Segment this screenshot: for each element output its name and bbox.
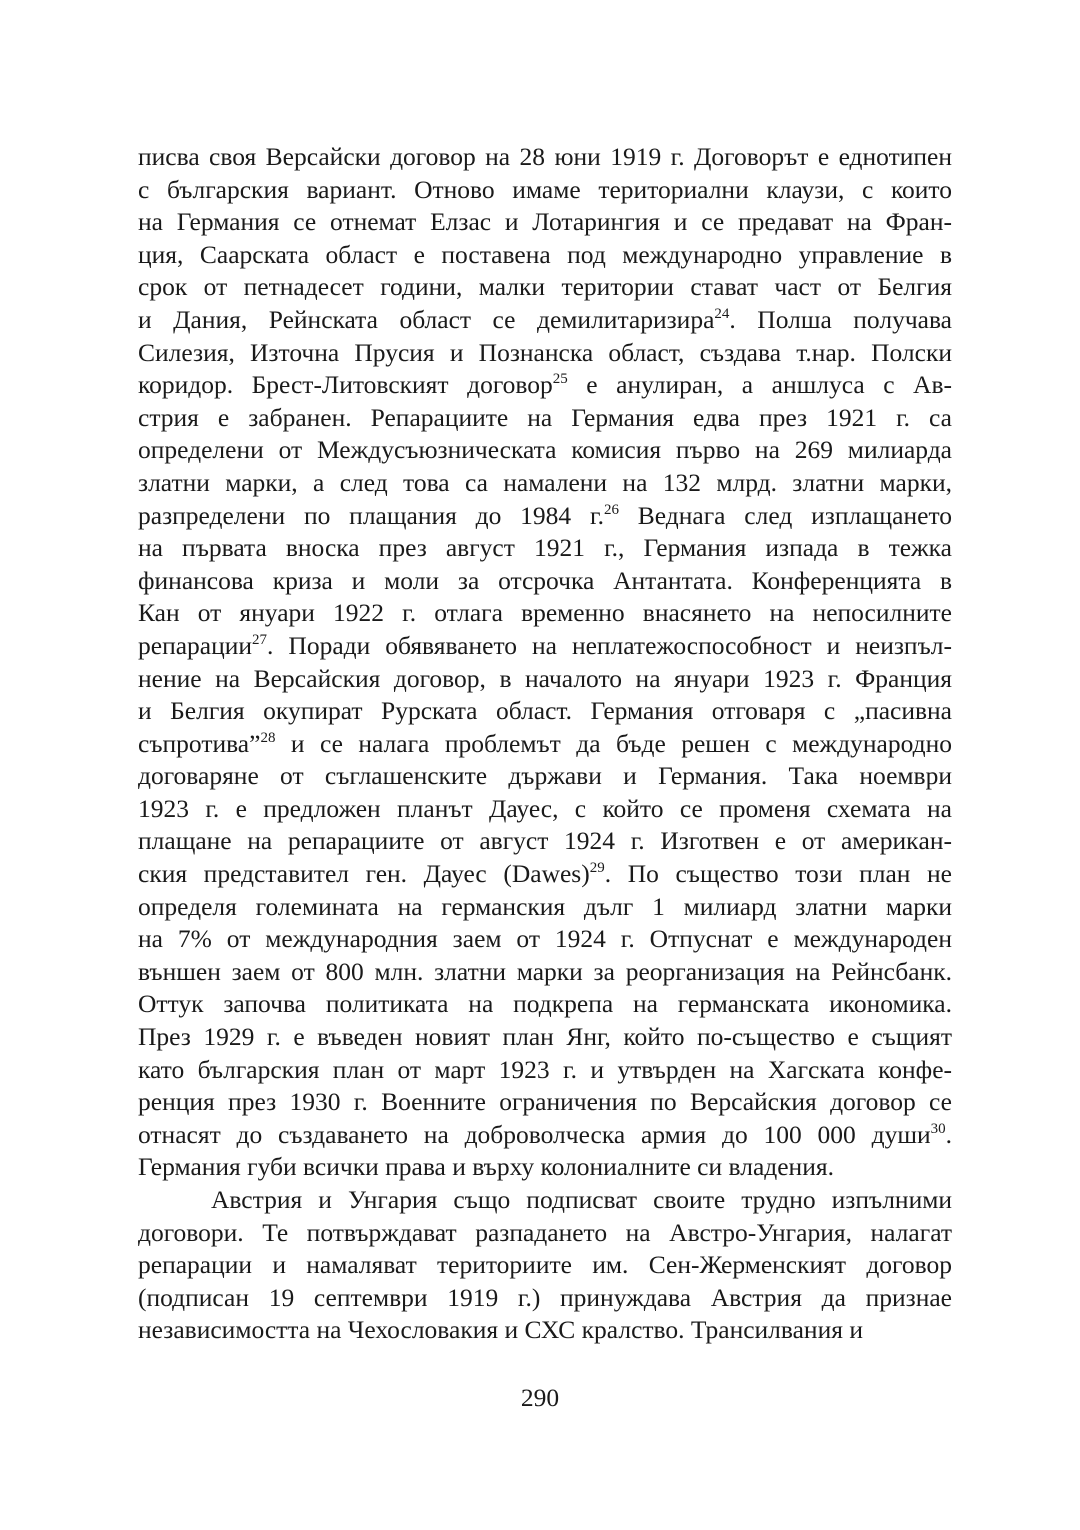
footnote-ref: 24 bbox=[714, 305, 730, 322]
text-line bbox=[138, 760, 952, 793]
footnote-ref: 26 bbox=[603, 501, 619, 518]
text-segment: съпротива” bbox=[138, 728, 261, 758]
text-line bbox=[138, 467, 952, 500]
text-line bbox=[138, 1217, 952, 1250]
text-segment: Австрия и Унгария също подписват своите трудно изпълними bbox=[211, 1185, 952, 1214]
text-segment: плащане на репарациите от август 1924 г. Изготвен е от америкaн- bbox=[138, 826, 952, 856]
text-segment: ренция през 1930 г. Военните ограничения по Версайския договор се bbox=[138, 1087, 952, 1117]
text-line bbox=[138, 923, 952, 956]
text-line bbox=[138, 1119, 952, 1152]
text-line bbox=[138, 630, 952, 663]
text-line bbox=[138, 565, 952, 598]
text-segment: срок от петнадесет години, малки територии стават част от Белгия bbox=[138, 272, 952, 302]
footnote-ref: 25 bbox=[552, 371, 568, 388]
text-line bbox=[138, 663, 952, 696]
footnote-ref: 27 bbox=[252, 631, 268, 648]
text-segment: договори. Те потвърждават разпадането на Австро-Унгария, налагат bbox=[138, 1217, 952, 1247]
text-line bbox=[138, 304, 952, 337]
text-segment: като българския план от март 1923 г. и утвърден на Хагската конфе- bbox=[138, 1054, 952, 1084]
text-segment: През 1929 г. е въведен новият план Янг, който по-същество е същият bbox=[138, 1022, 952, 1052]
text-line bbox=[138, 597, 952, 630]
text-segment: нение на Версайския договор, в началото на януари 1923 г. Франция bbox=[138, 663, 952, 693]
text-segment: Германия губи всички права и върху колониалните си владения. bbox=[138, 1152, 834, 1182]
text-segment: отнасят до създаването на доброволческа армия до 100 000 души bbox=[138, 1119, 931, 1149]
footnote-ref: 30 bbox=[930, 1120, 946, 1137]
paragraph bbox=[138, 1184, 952, 1347]
text-segment: (подписан 19 септември 1919 г.) принуждава Австрия да признае bbox=[138, 1282, 952, 1312]
text-segment: и Белгия окупират Рурската област. Германия отговаря с „пасивна bbox=[138, 696, 952, 726]
text-line bbox=[138, 1021, 952, 1054]
text-line bbox=[138, 402, 952, 435]
text-line bbox=[138, 793, 952, 826]
text-segment: ция, Саарската област е поставена под международно управление в bbox=[138, 239, 952, 269]
text-line bbox=[138, 271, 952, 304]
text-line bbox=[138, 174, 952, 207]
text-segment: договаряне от съглашенските държави и Германия. Така ноември bbox=[138, 761, 952, 791]
text-segment: е анулиран, а аншлуса с Ав- bbox=[567, 370, 953, 400]
page-body bbox=[138, 141, 952, 1347]
text-segment: стрия е забранен. Репарациите на Германия едва през 1921 г. са bbox=[138, 402, 952, 432]
text-segment: външен заем от 800 млн. златни марки за реорганизация на Рейнсбанк. bbox=[138, 956, 952, 986]
text-line bbox=[138, 1184, 952, 1217]
text-segment: определя големината на германския дълг 1 милиард златни марки bbox=[138, 891, 952, 921]
text-segment: . По същество този план не bbox=[604, 859, 953, 889]
text-line bbox=[138, 434, 952, 467]
text-segment: финансова криза и моли за отсрочка Антантата. Конференцията в bbox=[138, 565, 952, 595]
text-line bbox=[138, 1249, 952, 1282]
text-segment: . Полша получава bbox=[729, 304, 952, 334]
text-segment: на Германия се отнемат Елзас и Лотарингия и се предават на Фран- bbox=[138, 207, 952, 237]
text-segment: Силезия, Източна Прусия и Познанска област, създава т.нар. Полски bbox=[138, 337, 952, 367]
text-segment: Веднага след изплащането bbox=[618, 500, 952, 530]
page-number: 290 bbox=[520, 1383, 560, 1412]
text-segment: Кан от януари 1922 г. отлага временно внасянето на непосилните bbox=[138, 598, 952, 628]
text-segment: независимостта на Чехословакия и СХС кралство. Трансилвания и bbox=[138, 1315, 863, 1345]
text-line bbox=[138, 369, 952, 402]
text-line bbox=[138, 206, 952, 239]
text-segment: с българския вариант. Отново имаме териториални клаузи, с които bbox=[138, 174, 952, 204]
text-segment: златни марки, а след това са намалени на 132 млрд. златни марки, bbox=[138, 467, 952, 497]
text-line bbox=[138, 825, 952, 858]
text-segment: . Поради обявяването на неплатежоспособност и неизпъл- bbox=[267, 630, 952, 660]
text-segment: разпределени по плащания до 1984 г. bbox=[138, 500, 604, 530]
text-segment: ския представител ген. Дауес (Dawes) bbox=[138, 859, 590, 889]
text-segment: 1923 г. е предложен планът Дауес, с който се променя схемата на bbox=[138, 793, 952, 823]
text-line bbox=[138, 1314, 952, 1347]
text-segment: коридор. Брест-Литовският договор bbox=[138, 370, 553, 400]
text-line bbox=[138, 858, 952, 891]
text-segment: на първата вноска през август 1921 г., Германия изпада в тежка bbox=[138, 533, 952, 563]
text-line bbox=[138, 695, 952, 728]
text-line bbox=[138, 239, 952, 272]
footnote-ref: 28 bbox=[260, 729, 276, 746]
paragraph bbox=[138, 141, 952, 1184]
text-segment: . bbox=[945, 1119, 952, 1149]
text-line bbox=[138, 988, 952, 1021]
text-segment: определени от Междусъюзническата комисия първо на 269 милиарда bbox=[138, 435, 952, 465]
text-segment: Оттук започва политиката на подкрепа на германската икономика. bbox=[138, 989, 952, 1019]
text-line bbox=[138, 1151, 952, 1184]
text-line bbox=[138, 728, 952, 761]
text-segment: и Дания, Рейнската област се демилитаризира bbox=[138, 304, 715, 334]
text-segment: на 7% от международния заем от 1924 г. Отпуснат е международен bbox=[138, 924, 952, 954]
text-line bbox=[138, 956, 952, 989]
text-line bbox=[138, 141, 952, 174]
text-line bbox=[138, 891, 952, 924]
text-line bbox=[138, 1086, 952, 1119]
footnote-ref: 29 bbox=[589, 860, 605, 877]
text-line bbox=[138, 532, 952, 565]
text-line bbox=[138, 1282, 952, 1315]
text-line bbox=[138, 1054, 952, 1087]
text-segment: репарации bbox=[138, 630, 253, 660]
text-segment: писва своя Версайски договор на 28 юни 1919 г. Договорът е еднотипен bbox=[138, 142, 952, 171]
text-segment: репарации и намаляват териториите им. Сен-Жерменският договор bbox=[138, 1250, 952, 1280]
text-line bbox=[138, 500, 952, 533]
text-segment: и се налага проблемът да бъде решен с международно bbox=[275, 728, 952, 758]
text-line bbox=[138, 337, 952, 370]
